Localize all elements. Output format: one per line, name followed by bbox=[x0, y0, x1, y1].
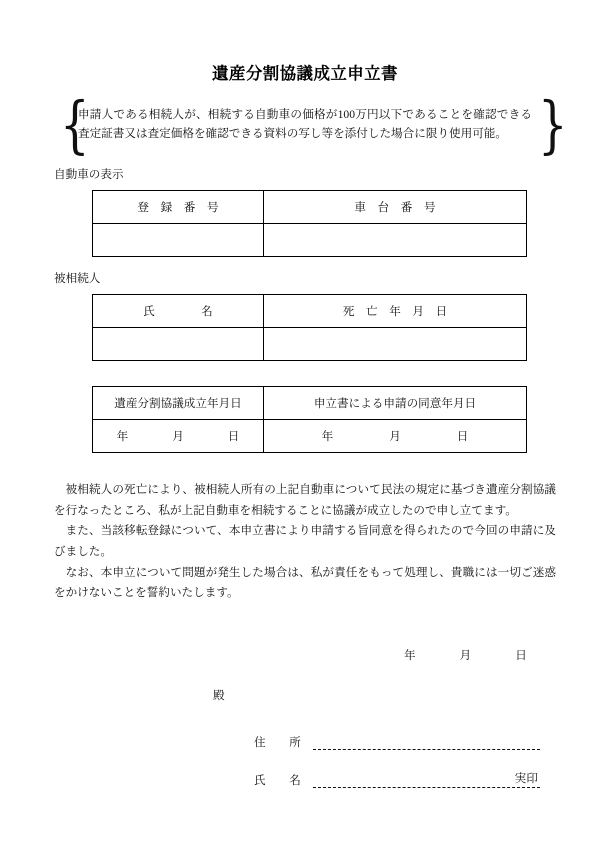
header-death-date: 死 亡 年 月 日 bbox=[264, 295, 527, 328]
consent-date-month: 月 bbox=[389, 430, 401, 443]
header-decedent-name: 氏 名 bbox=[93, 295, 264, 328]
note-box: { 申請人である相続人が、相続する自動車の価格が100万円以下であることを確認できる査定証書又は査定価格を確認できる資料の写し等を添付した場合に限り使用可能。 } bbox=[60, 88, 568, 161]
paragraph-1: 被相続人の死亡により、被相続人所有の上記自動車について民法の規定に基づき遺産分割協議を行なったところ、私が上記自動車を相続することに協議が成立したので申し立てます。 bbox=[54, 483, 556, 517]
filing-date-month: 月 bbox=[459, 649, 472, 662]
seal-mark-label: 実印 bbox=[514, 772, 538, 785]
consent-date-day: 日 bbox=[456, 430, 469, 443]
signature-block bbox=[254, 734, 540, 810]
field-consent-date[interactable] bbox=[264, 420, 527, 453]
agreement-date-day: 日 bbox=[227, 430, 240, 443]
paragraph-2: また、当該移転登録について、本申立書により申請する旨同意を得られたので今回の申請に及びました。 bbox=[54, 524, 556, 558]
addressee-honorific: 殿 bbox=[213, 689, 225, 702]
address-input[interactable] bbox=[313, 736, 540, 750]
header-consent-date: 申立書による申請の同意年月日 bbox=[264, 387, 527, 420]
field-registration-number[interactable] bbox=[93, 224, 264, 257]
field-death-date[interactable] bbox=[264, 328, 527, 361]
agreement-date-year: 年 bbox=[116, 430, 129, 443]
address-label: 住 所 bbox=[254, 736, 307, 749]
field-agreement-date[interactable] bbox=[93, 420, 264, 453]
name-label: 氏 名 bbox=[254, 774, 307, 787]
note-text: 申請人である相続人が、相続する自動車の価格が100万円以下であることを確認できる査定証書又は査定価格を確認できる資料の写し等を添付した場合に限り使用可能。 bbox=[78, 108, 532, 140]
field-decedent-name[interactable] bbox=[93, 328, 264, 361]
table-row bbox=[93, 224, 527, 257]
section-caption-vehicle: 自動車の表示 bbox=[54, 168, 124, 181]
table-row bbox=[93, 328, 527, 361]
section-caption-decedent: 被相続人 bbox=[54, 272, 101, 285]
decedent-table bbox=[92, 294, 527, 361]
header-registration-number: 登 録 番 号 bbox=[93, 191, 264, 224]
vehicle-table bbox=[92, 190, 527, 257]
paragraph-3: なお、本申立について問題が発生した場合は、私が責任をもって処理し、貴職には一切ご迷惑をかけないことを誓約いたします。 bbox=[54, 565, 556, 600]
field-chassis-number[interactable] bbox=[264, 224, 527, 257]
table-header-row bbox=[93, 191, 527, 224]
agreement-date-month: 月 bbox=[172, 430, 184, 443]
filing-date-year: 年 bbox=[404, 649, 416, 662]
filing-date-day: 日 bbox=[515, 649, 527, 662]
body-text bbox=[54, 480, 556, 604]
header-agreement-date: 遺産分割協議成立年月日 bbox=[93, 387, 264, 420]
table-row bbox=[93, 420, 527, 453]
page-title: 遺産分割協議成立申立書 bbox=[212, 64, 398, 83]
agreement-dates-table bbox=[92, 386, 527, 453]
table-header-row bbox=[93, 387, 527, 420]
table-header-row bbox=[93, 295, 527, 328]
header-chassis-number: 車 台 番 号 bbox=[264, 191, 527, 224]
name-input[interactable] bbox=[313, 774, 540, 788]
consent-date-year: 年 bbox=[321, 430, 334, 443]
filing-date-line[interactable] bbox=[404, 647, 527, 663]
address-row bbox=[254, 734, 540, 750]
name-row bbox=[254, 772, 540, 788]
